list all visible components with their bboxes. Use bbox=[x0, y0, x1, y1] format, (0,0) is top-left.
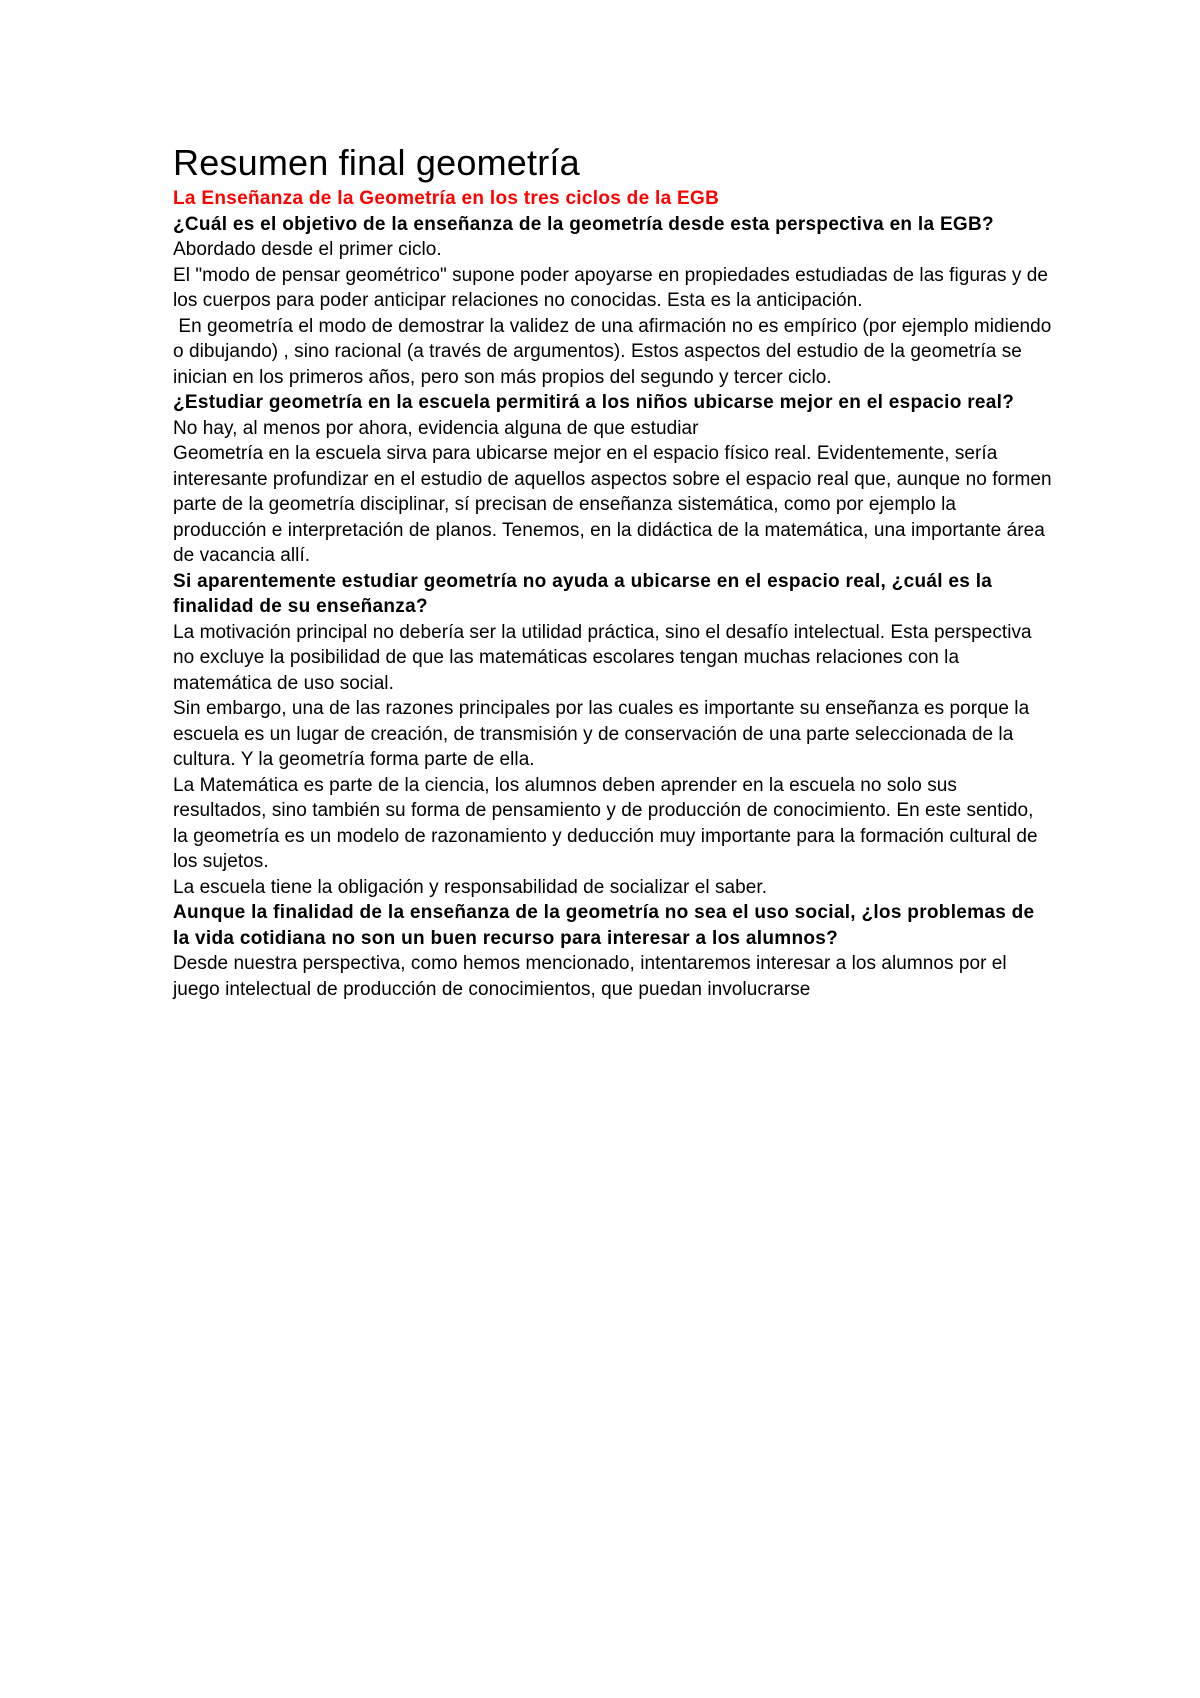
document-title: Resumen final geometría bbox=[173, 142, 580, 183]
paragraph-6: Sin embargo, una de las razones principales por las cuales es importante su enseñanza es porque la escuela es un lugar de creación, de transmisión y de conservación de una parte seleccionada de la cultura. Y la geometría forma parte de ella. bbox=[173, 698, 1030, 770]
paragraph-3: No hay, al menos por ahora, evidencia alguna de que estudiar bbox=[173, 417, 699, 439]
question-1-text: ¿Cuál es el objetivo de la enseñanza de la geometría desde esta perspectiva en la EGB? bbox=[173, 213, 994, 235]
question-3: Si aparentemente estudiar geometría no ayuda a ubicarse en el espacio real, ¿cuál es la finalidad de su enseñanza? bbox=[173, 570, 993, 617]
paragraph-2: En geometría el modo de demostrar la validez de una afirmación no es empírico (por ejemplo midiendo o dibujando) , sino racional (a través de argumentos). Estos aspectos del estudio de la geometría se inician en los primeros años, pero son más propios del segundo y tercer ciclo. bbox=[173, 315, 1057, 388]
paragraph-4: Geometría en la escuela sirva para ubicarse mejor en el espacio físico real. Evidentemente, sería interesante profundizar en el estudio de aquellos aspectos sobre el espacio real que, aunque no formen parte de la geometría disciplinar, sí precisan de enseñanza sistemática, como por ejemplo la producción e interpretación de planos. Tenemos, en la didáctica de la matemática, una importante área de vacancia allí. bbox=[173, 443, 1052, 566]
question-4: Aunque la finalidad de la enseñanza de la geometría no sea el uso social, ¿los problemas de la vida cotidiana no son un buen recurso para interesar a los alumnos? bbox=[173, 902, 1035, 949]
paragraph-8: La escuela tiene la obligación y responsabilidad de socializar el saber. bbox=[173, 876, 768, 898]
question-2: ¿Estudiar geometría en la escuela permitirá a los niños ubicarse mejor en el espacio real? bbox=[173, 392, 1015, 413]
question-1 bbox=[173, 212, 1053, 263]
paragraph-1: El "modo de pensar geométrico" supone poder apoyarse en propiedades estudiadas de las figuras y de los cuerpos para poder anticipar relaciones no conocidas. Esta es la anticipación. bbox=[173, 264, 1049, 311]
document-page bbox=[173, 142, 1057, 1002]
paragraph-7: La Matemática es parte de la ciencia, los alumnos deben aprender en la escuela no solo sus resultados, sino también su forma de pensamiento y de producción de conocimiento. En este sentido, la geometría es un modelo de razonamiento y deducción muy importante para la formación cultural de los sujetos. bbox=[173, 774, 1038, 872]
paragraph-5: La motivación principal no debería ser la utilidad práctica, sino el desafío intelectual. Esta perspectiva no excluye la posibilidad de que las matemáticas escolares tengan muchas relaciones con la matemática de uso social. bbox=[173, 621, 1032, 694]
document-subtitle: La Enseñanza de la Geometría en los tres ciclos de la EGB bbox=[173, 188, 720, 209]
paragraph-9: Desde nuestra perspectiva, como hemos mencionado, intentaremos interesar a los alumnos por el juego intelectual de producción de conocimientos, que puedan involucrarse bbox=[173, 953, 1007, 1000]
question-1-inline-answer: Abordado desde el primer ciclo. bbox=[173, 239, 442, 260]
